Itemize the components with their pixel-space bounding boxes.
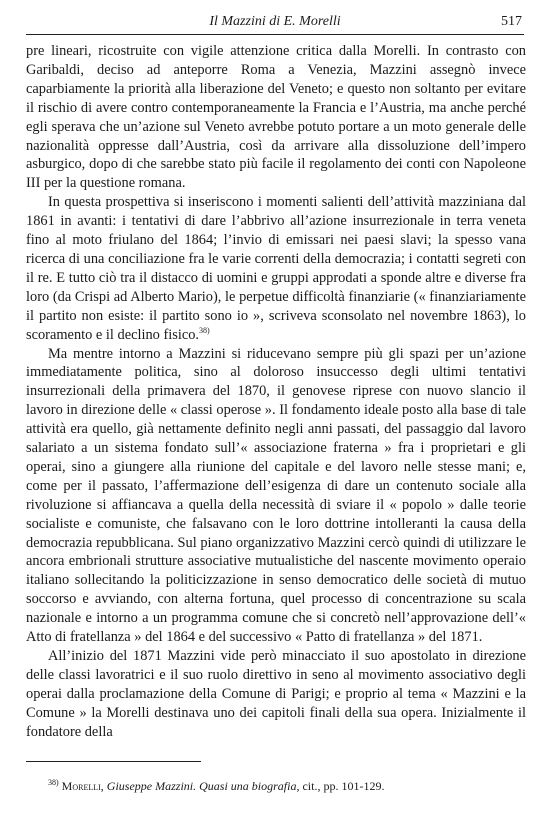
footnote <box>48 779 518 794</box>
page-number: 517 <box>501 14 522 29</box>
footnote-title: Giuseppe Mazzini. Quasi una biografia, <box>106 779 300 793</box>
paragraph-4: All’inizio del 1871 Mazzini vide però minacciato il suo apostolato in direzione delle classi lavoratrici e il suo ruolo direttivo in seno al movimento associativo degli operai dalla proclamazione della Comune di Parigi; e proprio al tema « Mazzini e la Comune » la Morelli destinava uno dei capitoli finali della sua opera. Inizialmente il fondatore della <box>26 648 526 740</box>
paragraph-2 <box>26 193 526 344</box>
footnote-marker: 38) <box>48 778 59 787</box>
running-title: Il Mazzini di E. Morelli <box>209 14 341 29</box>
body-text <box>26 42 526 742</box>
footnote-rule <box>26 761 201 762</box>
paragraph-1: pre lineari, ricostruite con vigile attenzione critica dalla Morelli. In contrasto con Garibaldi, deciso ad anteporre Roma a Venezia, Mazzini assegnò invece caparbiamente la priorità alla liberazione del Veneto; e questo non soltanto per evitare il rischio di avere contro contemporaneamente la Francia e l’Austria, ma anche perché egli sperava che un’azione sul Veneto avrebbe potuto portare a un moto generale delle nazionalità oppresse dall’Austria, così da arrivare alla dissoluzione dell’impero asburgico, dopo di che sarebbe stato più facile il regolamento dei conti con Napoleone III per la questione romana. <box>26 43 526 192</box>
footnote-reference: 38) <box>199 325 210 335</box>
paragraph-2-text: In questa prospettiva si inseriscono i momenti salienti dell’attività mazziniana dal 1861 in avanti: i tentativi di dare l’abbrivo all’azione insurrezionale in terra veneta fino al moto friulano del 1864; l’invio di emissari nei paesi slavi; la spesso vana ricerca di una conciliazione fra le varie correnti della democrazia; i contatti segreti con il re. E tutto ciò tra il distacco di uomini e gruppi approdati a sponde altre e diverse fra loro (da Crispi ad Alberto Mario), le perpetue difficoltà finanziarie (« finanziariamente il partito non esiste: il partito sono io », scriveva sconsolato nel novembre 1863), lo scoramento e il declino fisico. <box>26 194 526 343</box>
running-header <box>26 12 524 35</box>
footnote-author: Morelli, <box>61 779 104 793</box>
paragraph-3: Ma mentre intorno a Mazzini si riducevano sempre più gli spazi per un’azione immediatamente politica, sino al doloroso insuccesso degli ultimi tentativi insurrezionali della primavera del 1870, il genovese riprese con nuovo slancio il lavoro in direzione delle « classi operose ». Il fondamento ideale posto alla base di tale attività era quello, già nettamente definito negli anni passati, del passaggio dal lavoro salariato a un sistema fondato sull’« associazione fraterna » fra i proprietari e gli operai, sino a giungere alla riunione del capitale e del lavoro nelle stesse mani; e, come per il passato, l’affermazione dell’esigenza di dare un contenuto sociale alla rivoluzione si affiancava a quella della necessità di sviare il « popolo » dalle teorie socialiste e comuniste, che falsavano con le loro dottrine intolleranti la causa della democrazia repubblicana. Sul piano organizzativo Mazzini cercò quindi di utilizzare le ancora embrionali strutture associative mutualistiche del nascente movimento operaio italiano sollecitando la politicizzazione in senso democratico delle società di mutuo soccorso e avviando, con alterna fortuna, quel processo di concentrazione su scala nazionale e intorno a un programma comune che si concretò nell’approvazione dell’« Atto di fratellanza » del 1864 e del successivo « Patto di fratellanza » del 1871. <box>26 345 526 646</box>
footnote-citation: cit., pp. 101-129. <box>302 779 385 793</box>
